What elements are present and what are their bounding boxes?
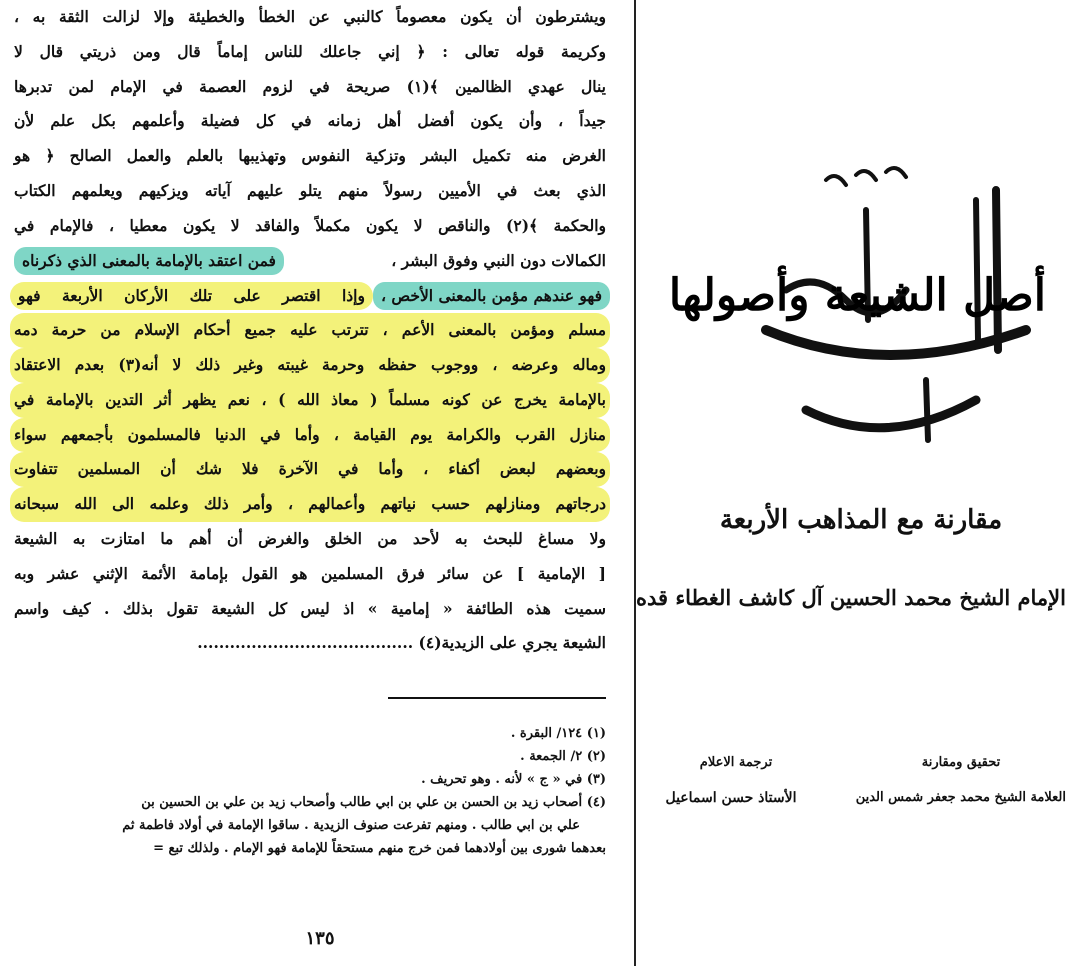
book-title-calligraphy	[668, 150, 1046, 450]
footnote-continuation: بعدهما شورى بين أولادهما فمن خرج منهم مستحقاً للإمامة فهو الإمام . ولذلك تبع =	[153, 841, 606, 856]
text-segment: الكمالات دون النبي وفوق البشر ،	[391, 250, 606, 270]
footnote: (٢) ٢/ الجمعة .	[520, 749, 606, 764]
highlight-yellow: وإذا اقتصر على تلك الأركان الأربعة فهو	[10, 282, 373, 310]
highlight-teal: فمن اعتقد بالإمامة بالمعنى الذي ذكرناه	[14, 247, 284, 275]
text-line: [ الإمامية ] عن سائر فرق المسلمين هو القول بإمامة الأئمة الإثني عشر وبه	[14, 563, 606, 583]
subtitle: مقارنة مع المذاهب الأربعة	[719, 505, 1003, 535]
text-line: وكريمة قوله تعالى : ﴿ إني جاعلك للناس إماماً قال ومن ذريتي قال لا	[14, 41, 606, 61]
footnotes	[10, 722, 610, 860]
text-line: ولا مساغ للبحث به لأحد من الخلق والغرض أن أهم ما امتازت به الشيعة	[14, 528, 606, 548]
text-line: الغرض منه تكميل البشر وتزكية النفوس وتهذيبها بالعلم والعمل الصالح ﴿ هو	[14, 146, 606, 166]
text-line-mixed-highlight	[10, 244, 610, 279]
footnote-continuation: علي بن ابي طالب . ومنهم تفرعت صنوف الزيدية . ساقوا الإمامة في أولاد فاطمة ثم	[122, 818, 580, 833]
text-line: جيداً ، وأن يكون أفضل أهل زمانه في كل فضيلة وأعلمهم بكل علم لأن	[14, 111, 606, 131]
text-line: ويشترطون أن يكون معصوماً كالنبي عن الخطأ والخطيئة وإلا لزالت الثقة به ،	[14, 7, 606, 26]
author-line: الإمام الشيخ محمد الحسين آل كاشف الغطاء قده	[635, 585, 1066, 610]
highlight-yellow-line: مسلم ومؤمن بالمعنى الأعم ، تترتب عليه جميع أحكام الإسلام من حرمة دمه	[10, 313, 610, 348]
text-line-mixed-highlight	[10, 278, 610, 313]
footnote: (٣) في « ج » لأنه . وهو تحريف .	[421, 772, 606, 787]
highlight-teal: فهو عندهم مؤمن بالمعنى الأخص ،	[373, 282, 610, 310]
page-number: ١٣٥	[305, 928, 335, 949]
book-title: أصل الشيعة وأصولها	[668, 270, 1046, 321]
text-line: والحكمة ﴾(٢) والناقص لا يكون مكملاً والفاقد لا يكون معطيا ، فالإمام في	[14, 215, 606, 235]
footnote-rule	[388, 697, 606, 699]
text-line: الشيعة يجري على الزيدية(٤) ........................................	[197, 633, 606, 653]
credit-name: العلامة الشيخ محمد جعفر شمس الدين	[855, 790, 1066, 805]
highlight-yellow-line: درجاتهم ومنازلهم حسب نياتهم وأعمالهم ، وأمر ذلك وعلمه الى الله سبحانه	[10, 487, 610, 522]
body-text	[10, 0, 610, 661]
highlight-yellow-line: بالإمامة يخرج عن كونه مسلماً ( معاذ الله ) ، نعم يظهر أثر التدين بالإمامة في	[10, 383, 610, 418]
right-page	[636, 0, 1080, 966]
text-line: الذي بعث في الأميين رسولاً منهم يتلو عليهم آياته ويزكيهم ويعلمهم الكتاب	[14, 180, 606, 200]
credit-label: تحقيق ومقارنة	[921, 755, 1001, 770]
footnote: (١) ١٢٤/ البقرة .	[510, 726, 606, 741]
credit-name: الأستاذ حسن اسماعيل	[665, 790, 797, 806]
highlight-yellow-line: وماله وعرضه ، ووجوب حفظه وحرمة غيبته وغير ذلك لا أنه(٣) بعدم الاعتقاد	[10, 348, 610, 383]
credit-label: ترجمة الاعلام	[699, 755, 773, 770]
text-line: ينال عهدي الظالمين ﴾(١) صريحة في لزوم العصمة في الإمام لمن تدبرها	[14, 76, 606, 96]
highlight-yellow-line: وبعضهم لبعض أكفاء ، وأما في الآخرة فلا شك أن المسلمين تتفاوت	[10, 452, 610, 487]
highlight-yellow-line: منازل القرب والكرامة يوم القيامة ، وأما في الدنيا فالمسلمون بأجمعهم سواء	[10, 418, 610, 453]
text-line: سميت هذه الطائفة « إمامية » اذ ليس كل الشيعة تقول بذلك . كيف واسم	[14, 598, 606, 618]
footnote: (٤) أصحاب زيد بن الحسن بن علي بن ابي طالب وأصحاب زيد بن علي بن الحسين بن	[141, 795, 606, 810]
